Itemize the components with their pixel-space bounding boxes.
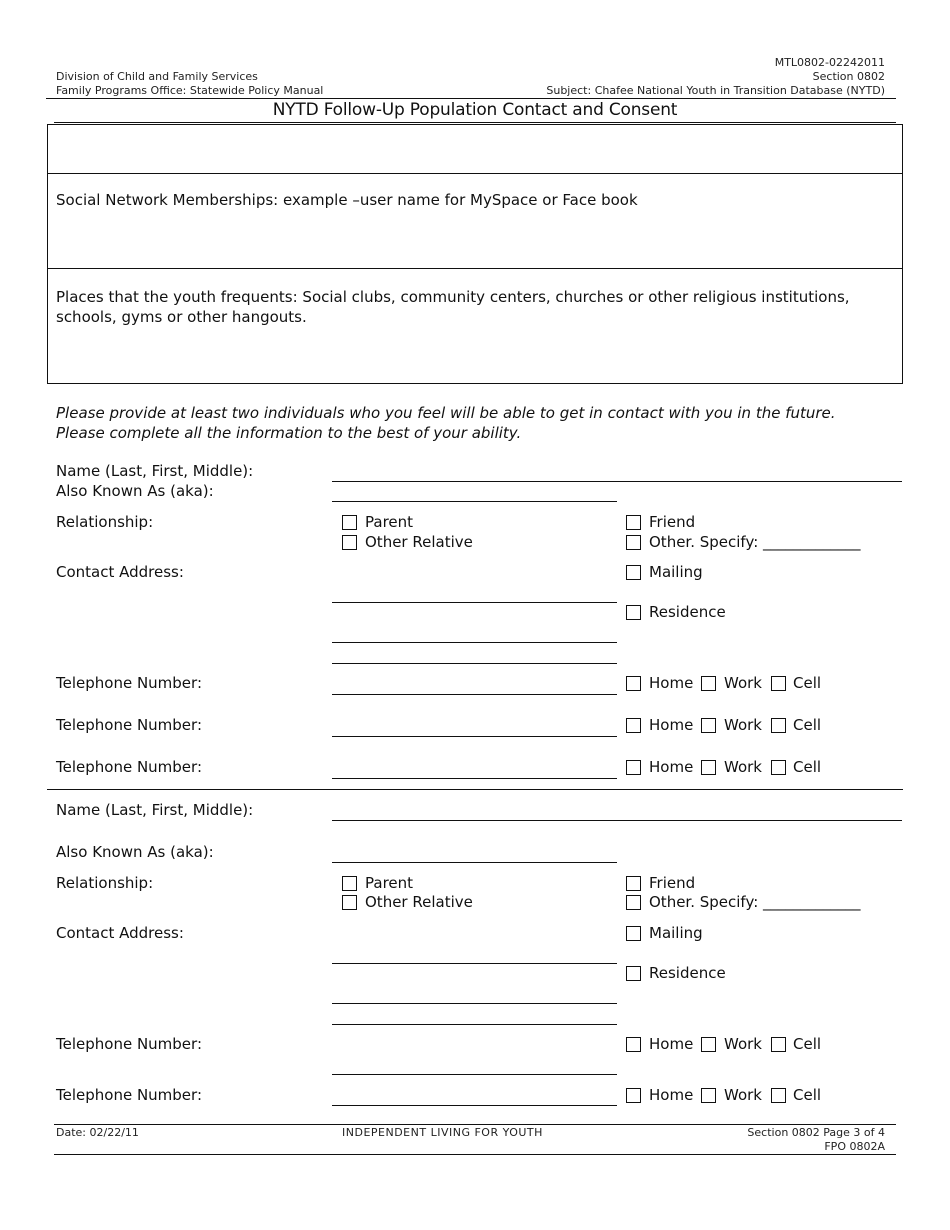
footer-form-number: FPO 0802A [824, 1140, 885, 1153]
footer-center: INDEPENDENT LIVING FOR YOUTH [342, 1126, 543, 1139]
contact1-residence-checkbox[interactable] [626, 605, 641, 620]
contact1-mailing-checkbox[interactable] [626, 565, 641, 580]
phone-cell-label: Cell [793, 716, 822, 734]
phone-work-label: Work [724, 716, 762, 734]
contact2-phone1-home-checkbox[interactable] [626, 1037, 641, 1052]
contact1-address-line-2[interactable] [332, 642, 617, 643]
footer-bottom-rule [54, 1154, 896, 1155]
footer-top-rule [54, 1124, 896, 1125]
contact2-address-line-1[interactable] [332, 963, 617, 964]
phone-home-label: Home [649, 1035, 694, 1053]
contact2-parent-label: Parent [365, 874, 414, 892]
phone-home-label: Home [649, 758, 694, 776]
contact1-phone3-field[interactable] [332, 778, 617, 779]
contact2-aka-label: Also Known As (aka): [56, 843, 214, 861]
contact2-mailing-label: Mailing [649, 924, 703, 942]
page-title: NYTD Follow-Up Population Contact and Consent [272, 100, 678, 120]
phone-work-label: Work [724, 758, 762, 776]
contact1-address-line-3[interactable] [332, 663, 617, 664]
contact2-other-relative-checkbox[interactable] [342, 895, 357, 910]
contact1-phone2-cell-checkbox[interactable] [771, 718, 786, 733]
contact1-other-relative-label: Other Relative [365, 533, 473, 551]
instruction-line-2: Please complete all the information to the best of your ability. [56, 424, 522, 442]
contact1-phone3-home-checkbox[interactable] [626, 760, 641, 775]
contact-separator [47, 789, 903, 790]
contact1-phone1-work-checkbox[interactable] [701, 676, 716, 691]
contact-info-table [47, 124, 903, 384]
contact2-address-label: Contact Address: [56, 924, 184, 942]
contact2-phone2-home-checkbox[interactable] [626, 1088, 641, 1103]
contact2-address-line-2[interactable] [332, 1003, 617, 1004]
contact1-phone3-label: Telephone Number: [56, 758, 202, 776]
contact2-other-specify-label: Other. Specify: _____________ [649, 893, 861, 911]
contact1-other-relative-checkbox[interactable] [342, 535, 357, 550]
contact1-residence-label: Residence [649, 603, 726, 621]
contact1-aka-label: Also Known As (aka): [56, 482, 214, 500]
header-mtl: MTL0802-02242011 [774, 56, 885, 69]
header-division: Division of Child and Family Services [56, 70, 258, 83]
contact1-mailing-label: Mailing [649, 563, 703, 581]
table-divider [48, 173, 902, 174]
contact1-aka-field[interactable] [332, 501, 617, 502]
contact2-phone1-label: Telephone Number: [56, 1035, 202, 1053]
contact2-friend-checkbox[interactable] [626, 876, 641, 891]
contact1-phone2-work-checkbox[interactable] [701, 718, 716, 733]
phone-work-label: Work [724, 674, 762, 692]
contact1-name-field[interactable] [332, 481, 902, 482]
contact1-phone1-home-checkbox[interactable] [626, 676, 641, 691]
contact1-parent-label: Parent [365, 513, 414, 531]
contact2-phone1-cell-checkbox[interactable] [771, 1037, 786, 1052]
table-divider [48, 268, 902, 269]
contact2-residence-label: Residence [649, 964, 726, 982]
header-office: Family Programs Office: Statewide Policy Manual [56, 84, 324, 97]
phone-cell-label: Cell [793, 674, 822, 692]
contact2-phone2-field[interactable] [332, 1105, 617, 1106]
contact1-friend-checkbox[interactable] [626, 515, 641, 530]
phone-home-label: Home [649, 1086, 694, 1104]
instruction-line-1: Please provide at least two individuals who you feel will be able to get in contact with you in the future. [56, 404, 836, 422]
contact1-parent-checkbox[interactable] [342, 515, 357, 530]
contact2-residence-checkbox[interactable] [626, 966, 641, 981]
footer-date: Date: 02/22/11 [56, 1126, 139, 1139]
contact2-parent-checkbox[interactable] [342, 876, 357, 891]
header-subject: Subject: Chafee National Youth in Transition Database (NYTD) [546, 84, 885, 97]
contact1-address-line-1[interactable] [332, 602, 617, 603]
contact2-other-specify-checkbox[interactable] [626, 895, 641, 910]
contact2-address-line-3[interactable] [332, 1024, 617, 1025]
contact1-name-label: Name (Last, First, Middle): [56, 462, 254, 480]
phone-cell-label: Cell [793, 1086, 822, 1104]
contact2-name-label: Name (Last, First, Middle): [56, 801, 254, 819]
contact2-phone2-label: Telephone Number: [56, 1086, 202, 1104]
contact2-mailing-checkbox[interactable] [626, 926, 641, 941]
header-rule [46, 98, 896, 99]
contact1-relationship-label: Relationship: [56, 513, 154, 531]
contact2-aka-field[interactable] [332, 862, 617, 863]
contact1-other-specify-checkbox[interactable] [626, 535, 641, 550]
table-top-rule [54, 122, 896, 123]
phone-work-label: Work [724, 1086, 762, 1104]
contact1-phone3-work-checkbox[interactable] [701, 760, 716, 775]
header-section: Section 0802 [812, 70, 885, 83]
contact1-phone3-cell-checkbox[interactable] [771, 760, 786, 775]
phone-home-label: Home [649, 674, 694, 692]
contact1-phone1-cell-checkbox[interactable] [771, 676, 786, 691]
phone-work-label: Work [724, 1035, 762, 1053]
phone-cell-label: Cell [793, 1035, 822, 1053]
contact2-friend-label: Friend [649, 874, 696, 892]
contact2-relationship-label: Relationship: [56, 874, 154, 892]
contact2-phone2-cell-checkbox[interactable] [771, 1088, 786, 1103]
phone-home-label: Home [649, 716, 694, 734]
contact2-name-field[interactable] [332, 820, 902, 821]
contact1-phone1-field[interactable] [332, 694, 617, 695]
social-network-label: Social Network Memberships: example –user name for MySpace or Face book [56, 191, 638, 209]
contact2-phone1-field[interactable] [332, 1074, 617, 1075]
contact1-phone2-field[interactable] [332, 736, 617, 737]
contact1-other-specify-label: Other. Specify: _____________ [649, 533, 861, 551]
contact2-phone2-work-checkbox[interactable] [701, 1088, 716, 1103]
contact1-address-label: Contact Address: [56, 563, 184, 581]
contact1-phone1-label: Telephone Number: [56, 674, 202, 692]
footer-page: Section 0802 Page 3 of 4 [747, 1126, 885, 1139]
contact1-phone2-home-checkbox[interactable] [626, 718, 641, 733]
contact1-friend-label: Friend [649, 513, 696, 531]
phone-cell-label: Cell [793, 758, 822, 776]
places-frequented-label: Places that the youth frequents: Social clubs, community centers, churches or other religious institutions, schools, gyms or other hangouts. [56, 288, 850, 326]
contact2-other-relative-label: Other Relative [365, 893, 473, 911]
contact1-phone2-label: Telephone Number: [56, 716, 202, 734]
contact2-phone1-work-checkbox[interactable] [701, 1037, 716, 1052]
